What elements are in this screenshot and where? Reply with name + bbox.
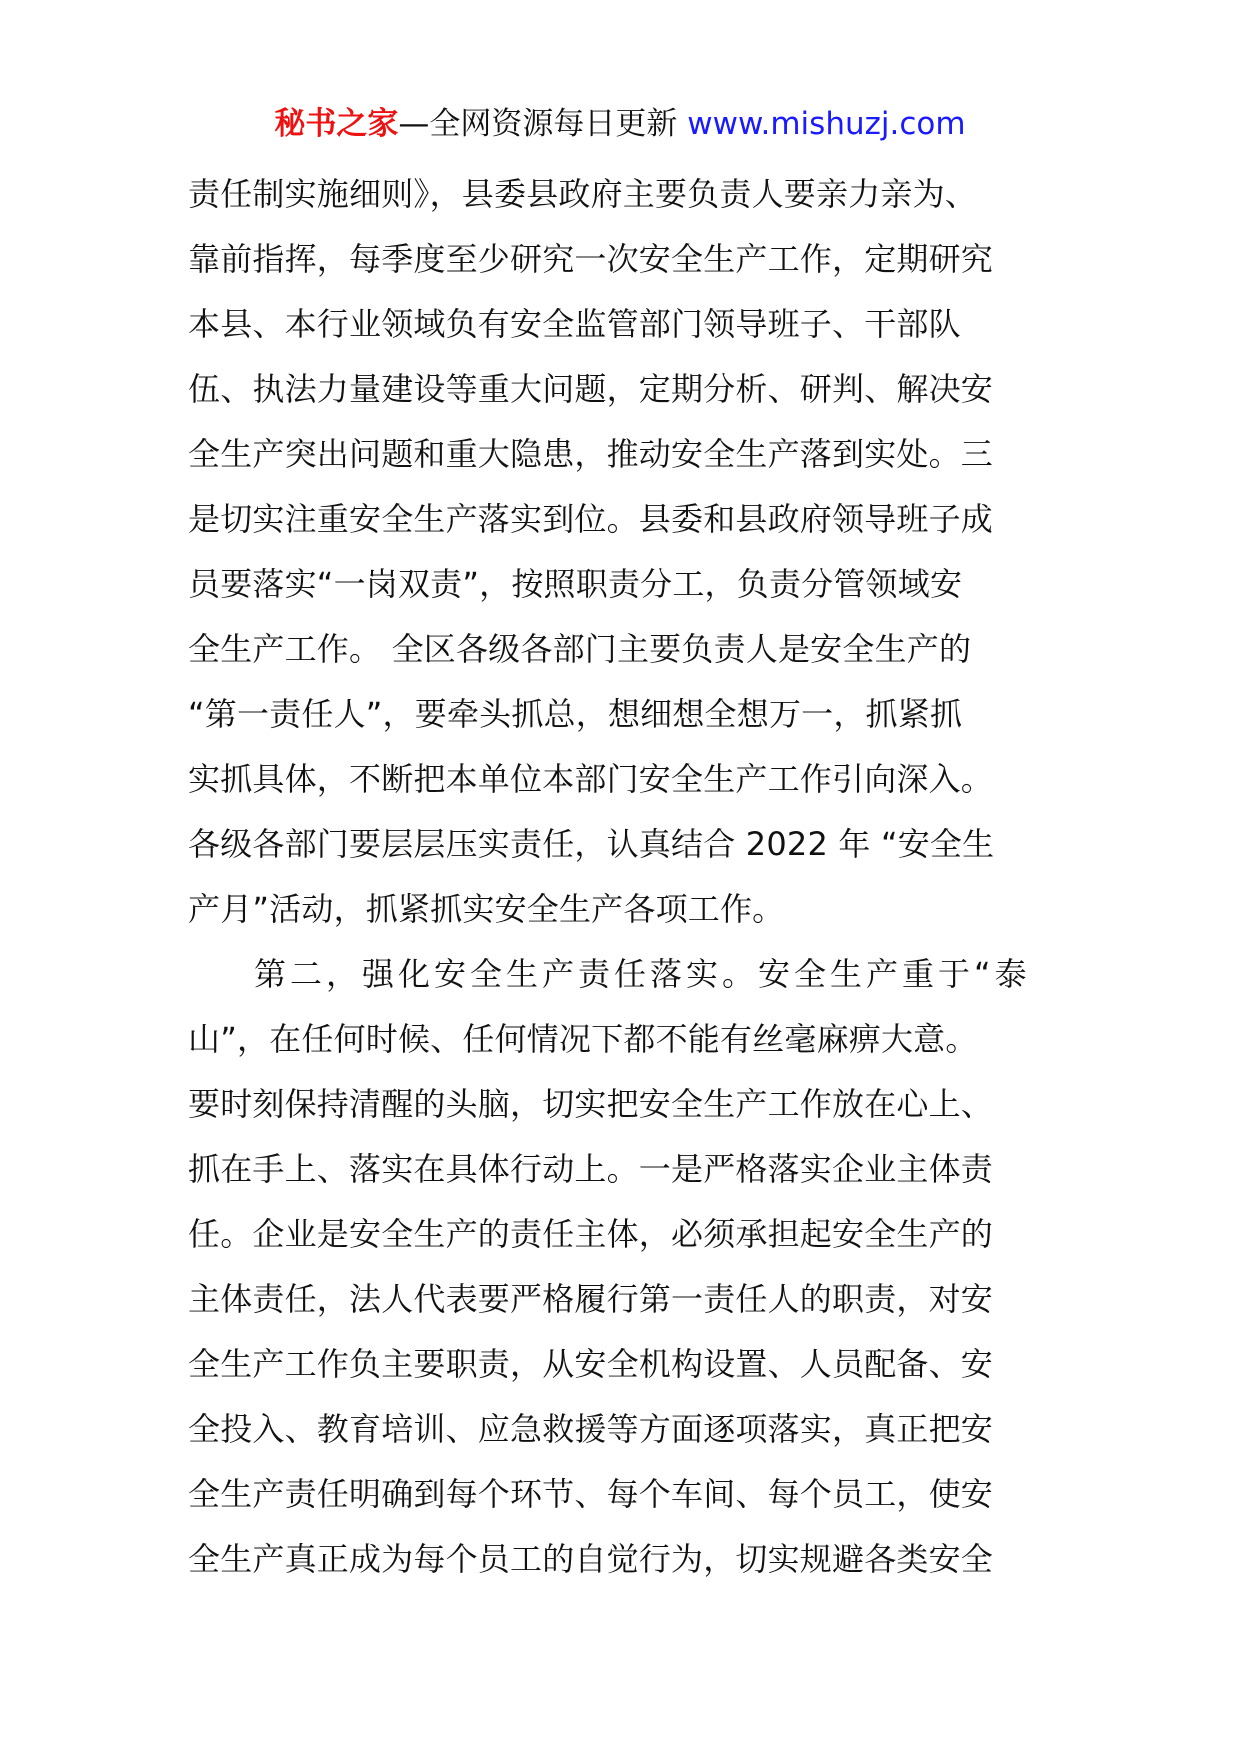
website-link[interactable]: www.mishuzj.com <box>687 106 966 142</box>
text-line: 要时刻保持清醒的头脑，切实把安全生产工作放在心上、 <box>188 1085 994 1123</box>
text-line: 各级各部门要层层压实责任，认真结合 2022 年 “安全生 <box>188 825 995 863</box>
text-line: 主体责任，法人代表要严格履行第一责任人的职责，对安 <box>188 1280 994 1318</box>
page-header <box>0 104 1240 144</box>
text-line: 全生产真正成为每个员工的自觉行为，切实规避各类安全 <box>188 1540 994 1578</box>
text-line: 抓在手上、落实在具体行动上。一是严格落实企业主体责 <box>188 1150 994 1188</box>
text-line: 任。企业是安全生产的责任主体，必须承担起安全生产的 <box>188 1215 994 1253</box>
text-line: 全生产责任明确到每个环节、每个车间、每个员工，使安 <box>188 1475 994 1513</box>
brand-name: 秘书之家 <box>274 106 399 142</box>
text-line: 山”，在任何时候、任何情况下都不能有丝毫麻痹大意。 <box>188 1020 978 1058</box>
paragraph-start-line: 第二，强化安全生产责任落实。安全生产重于“泰 <box>254 955 1031 993</box>
text-line: 实抓具体，不断把本单位本部门安全生产工作引向深入。 <box>188 760 994 798</box>
text-line: 全投入、教育培训、应急救援等方面逐项落实，真正把安 <box>188 1410 994 1448</box>
text-line: 伍、执法力量建设等重大问题，定期分析、研判、解决安 <box>188 370 994 408</box>
text-line: 本县、本行业领域负有安全监管部门领导班子、干部队 <box>188 305 961 343</box>
text-line: 靠前指挥，每季度至少研究一次安全生产工作，定期研究 <box>188 240 994 278</box>
text-line: 责任制实施细则》，县委县政府主要负责人要亲力亲为、 <box>188 175 978 213</box>
text-line: 全生产工作。 全区各级各部门主要负责人是安全生产的 <box>188 630 972 668</box>
text-line: 是切实注重安全生产落实到位。县委和县政府领导班子成 <box>188 500 994 538</box>
text-line: 全生产突出问题和重大隐患，推动安全生产落到实处。三 <box>188 435 994 473</box>
text-line: 产月”活动，抓紧抓实安全生产各项工作。 <box>188 890 785 928</box>
text-line: “第一责任人”，要牵头抓总，想细想全想万一，抓紧抓 <box>188 695 963 733</box>
document-body <box>188 162 1058 1592</box>
text-line: 员要落实“一岗双责”，按照职责分工，负责分管领域安 <box>188 565 963 603</box>
header-tagline: —全网资源每日更新 <box>398 106 688 142</box>
text-line: 全生产工作负主要职责，从安全机构设置、人员配备、安 <box>188 1345 994 1383</box>
